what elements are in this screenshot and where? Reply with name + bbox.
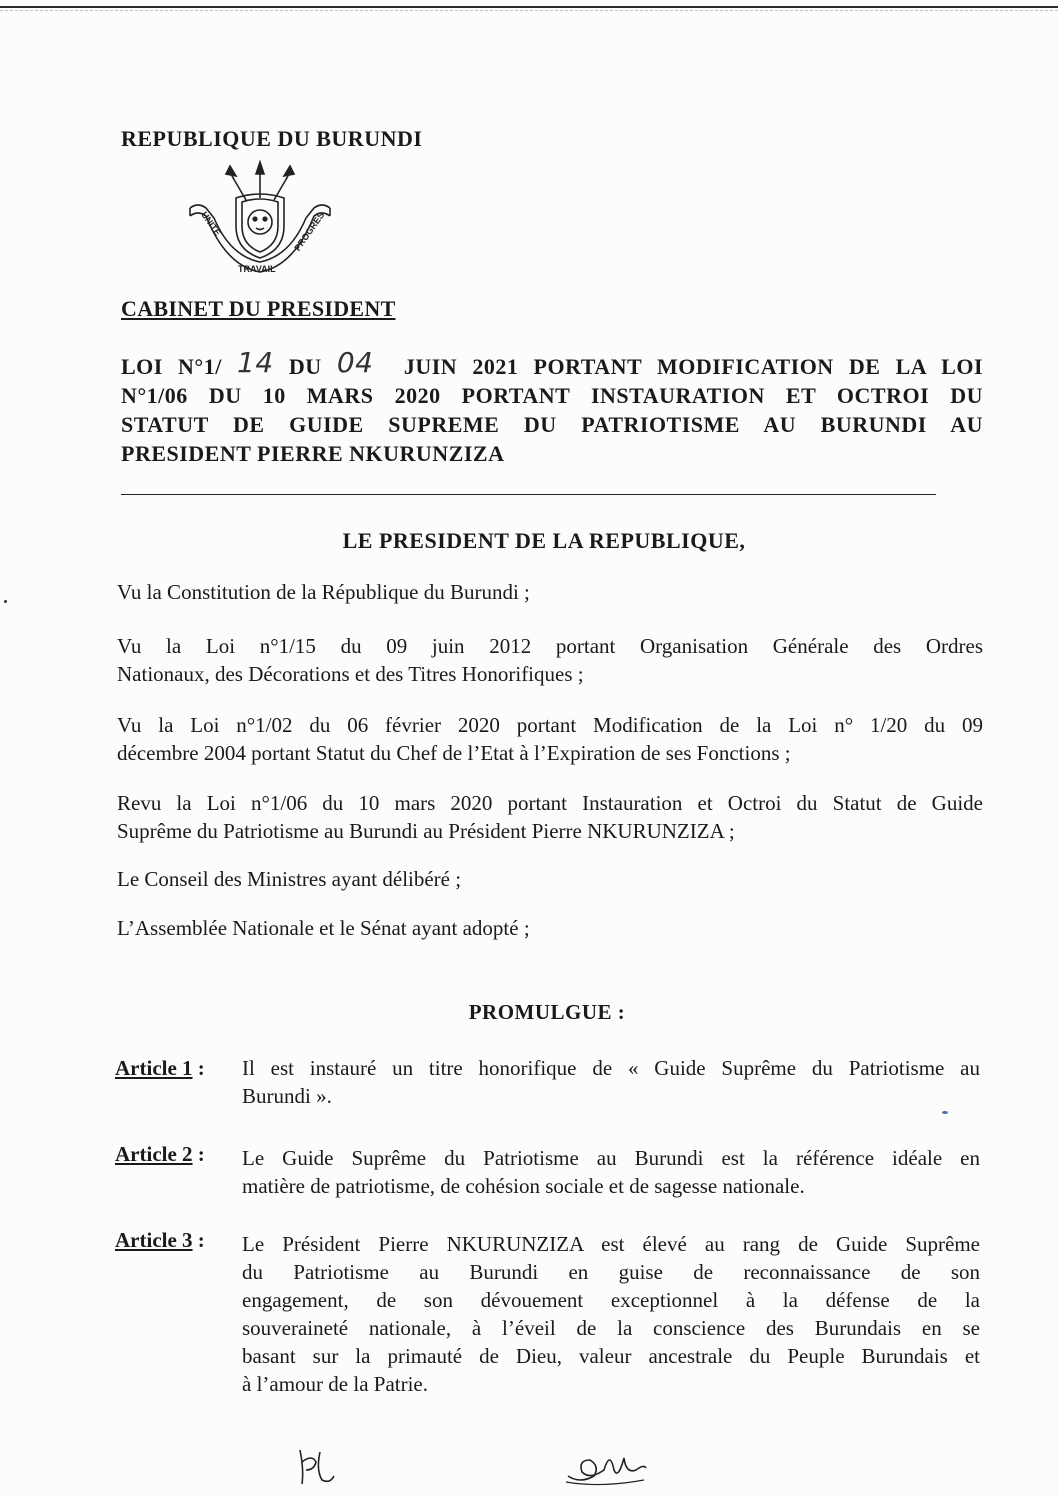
law-title-line-2: N°1/06 DU 10 MARS 2020 PORTANT INSTAURATION ET OCTROI DU — [121, 383, 983, 408]
consideration-line: Le Conseil des Ministres ayant délibéré ; — [117, 867, 462, 891]
article-line: Burundi ». — [242, 1084, 332, 1108]
article-line: du Patriotisme au Burundi en guise de reconnaissance de son — [242, 1260, 980, 1284]
law-title-line-4: PRESIDENT PIERRE NKURUNZIZA — [121, 441, 505, 466]
article-3-body — [242, 1230, 980, 1398]
promulgue-heading: PROMULGUE : — [468, 1000, 626, 1024]
consideration-line: décembre 2004 portant Statut du Chef de l’Etat à l’Expiration de ses Fonctions ; — [117, 741, 791, 765]
law-title-line-3: STATUT DE GUIDE SUPREME DU PATRIOTISME AU BURUNDI AU — [121, 412, 983, 437]
consideration-line: Vu la Loi n°1/15 du 09 juin 2012 portant Organisation Générale des Ordres — [117, 634, 983, 658]
consideration-5 — [117, 865, 983, 893]
handwritten-initials-left — [290, 1440, 350, 1490]
article-1-label — [115, 1054, 205, 1082]
scan-speck — [4, 600, 7, 603]
republic-heading: REPUBLIQUE DU BURUNDI — [121, 126, 423, 151]
article-line: Le Président Pierre NKURUNZIZA est élevé au rang de Guide Suprême — [242, 1232, 980, 1256]
article-label-colon: : — [192, 1056, 205, 1080]
article-label-text: Article 1 — [115, 1056, 193, 1080]
law-number-handwritten: 14 — [237, 346, 274, 379]
article-line: Le Guide Suprême du Patriotisme au Burundi est la référence idéale en — [242, 1146, 980, 1170]
scan-top-edge — [0, 6, 1058, 8]
consideration-line: L’Assemblée Nationale et le Sénat ayant adopté ; — [117, 916, 530, 940]
law-du: DU — [288, 354, 322, 379]
motto-progres: PROGRES — [292, 210, 327, 253]
law-title — [121, 346, 984, 468]
coat-of-arms-emblem — [180, 158, 340, 288]
president-heading: LE PRESIDENT DE LA REPUBLIQUE, — [342, 528, 746, 553]
article-label-colon: : — [192, 1142, 205, 1166]
article-2-label — [115, 1140, 205, 1168]
consideration-1 — [117, 578, 983, 606]
cabinet-heading: CABINET DU PRESIDENT — [121, 296, 396, 321]
handwritten-initials-right — [560, 1440, 650, 1490]
article-line: Il est instauré un titre honorifique de « Guide Suprême du Patriotisme au — [242, 1056, 980, 1080]
consideration-line: Vu la Loi n°1/02 du 06 février 2020 portant Modification de la Loi n° 1/20 du 09 — [117, 713, 983, 737]
law-title-line-1-rest: JUIN 2021 PORTANT MODIFICATION DE LA LOI — [403, 354, 984, 379]
consideration-6 — [117, 914, 983, 942]
article-label-text: Article 2 — [115, 1142, 193, 1166]
law-number-prefix: LOI N°1/ — [121, 354, 222, 379]
title-divider — [121, 494, 936, 495]
consideration-line: Revu la Loi n°1/06 du 10 mars 2020 portant Instauration et Octroi du Statut de Guide — [117, 791, 983, 815]
consideration-line: Nationaux, des Décorations et des Titres Honorifiques ; — [117, 662, 584, 686]
consideration-line: Vu la Constitution de la République du Burundi ; — [117, 580, 530, 604]
article-2-body — [242, 1144, 980, 1200]
law-title-line-1 — [121, 346, 984, 381]
article-1-body — [242, 1054, 980, 1110]
motto-unite: UNITE — [199, 209, 223, 238]
article-line: matière de patriotisme, de cohésion sociale et de sagesse nationale. — [242, 1174, 805, 1198]
scan-top-edge-shadow — [0, 10, 1058, 11]
scan-speck — [942, 1111, 948, 1114]
consideration-line: Suprême du Patriotisme au Burundi au Président Pierre NKURUNZIZA ; — [117, 819, 735, 843]
consideration-4 — [117, 789, 983, 845]
article-3-label — [115, 1226, 205, 1254]
article-line: engagement, de son dévouement exceptionnel à la défense de la — [242, 1288, 980, 1312]
article-line: basant sur la primauté de Dieu, valeur ancestrale du Peuple Burundais et — [242, 1344, 980, 1368]
motto-travail: TRAVAIL — [238, 264, 276, 274]
law-day-handwritten: 04 — [336, 346, 374, 379]
article-label-colon: : — [192, 1228, 205, 1252]
consideration-3 — [117, 711, 983, 767]
article-line: souveraineté nationale, à l’éveil de la conscience des Burundais en se — [242, 1316, 980, 1340]
article-line: à l’amour de la Patrie. — [242, 1372, 429, 1396]
article-label-text: Article 3 — [115, 1228, 193, 1252]
consideration-2 — [117, 632, 983, 688]
